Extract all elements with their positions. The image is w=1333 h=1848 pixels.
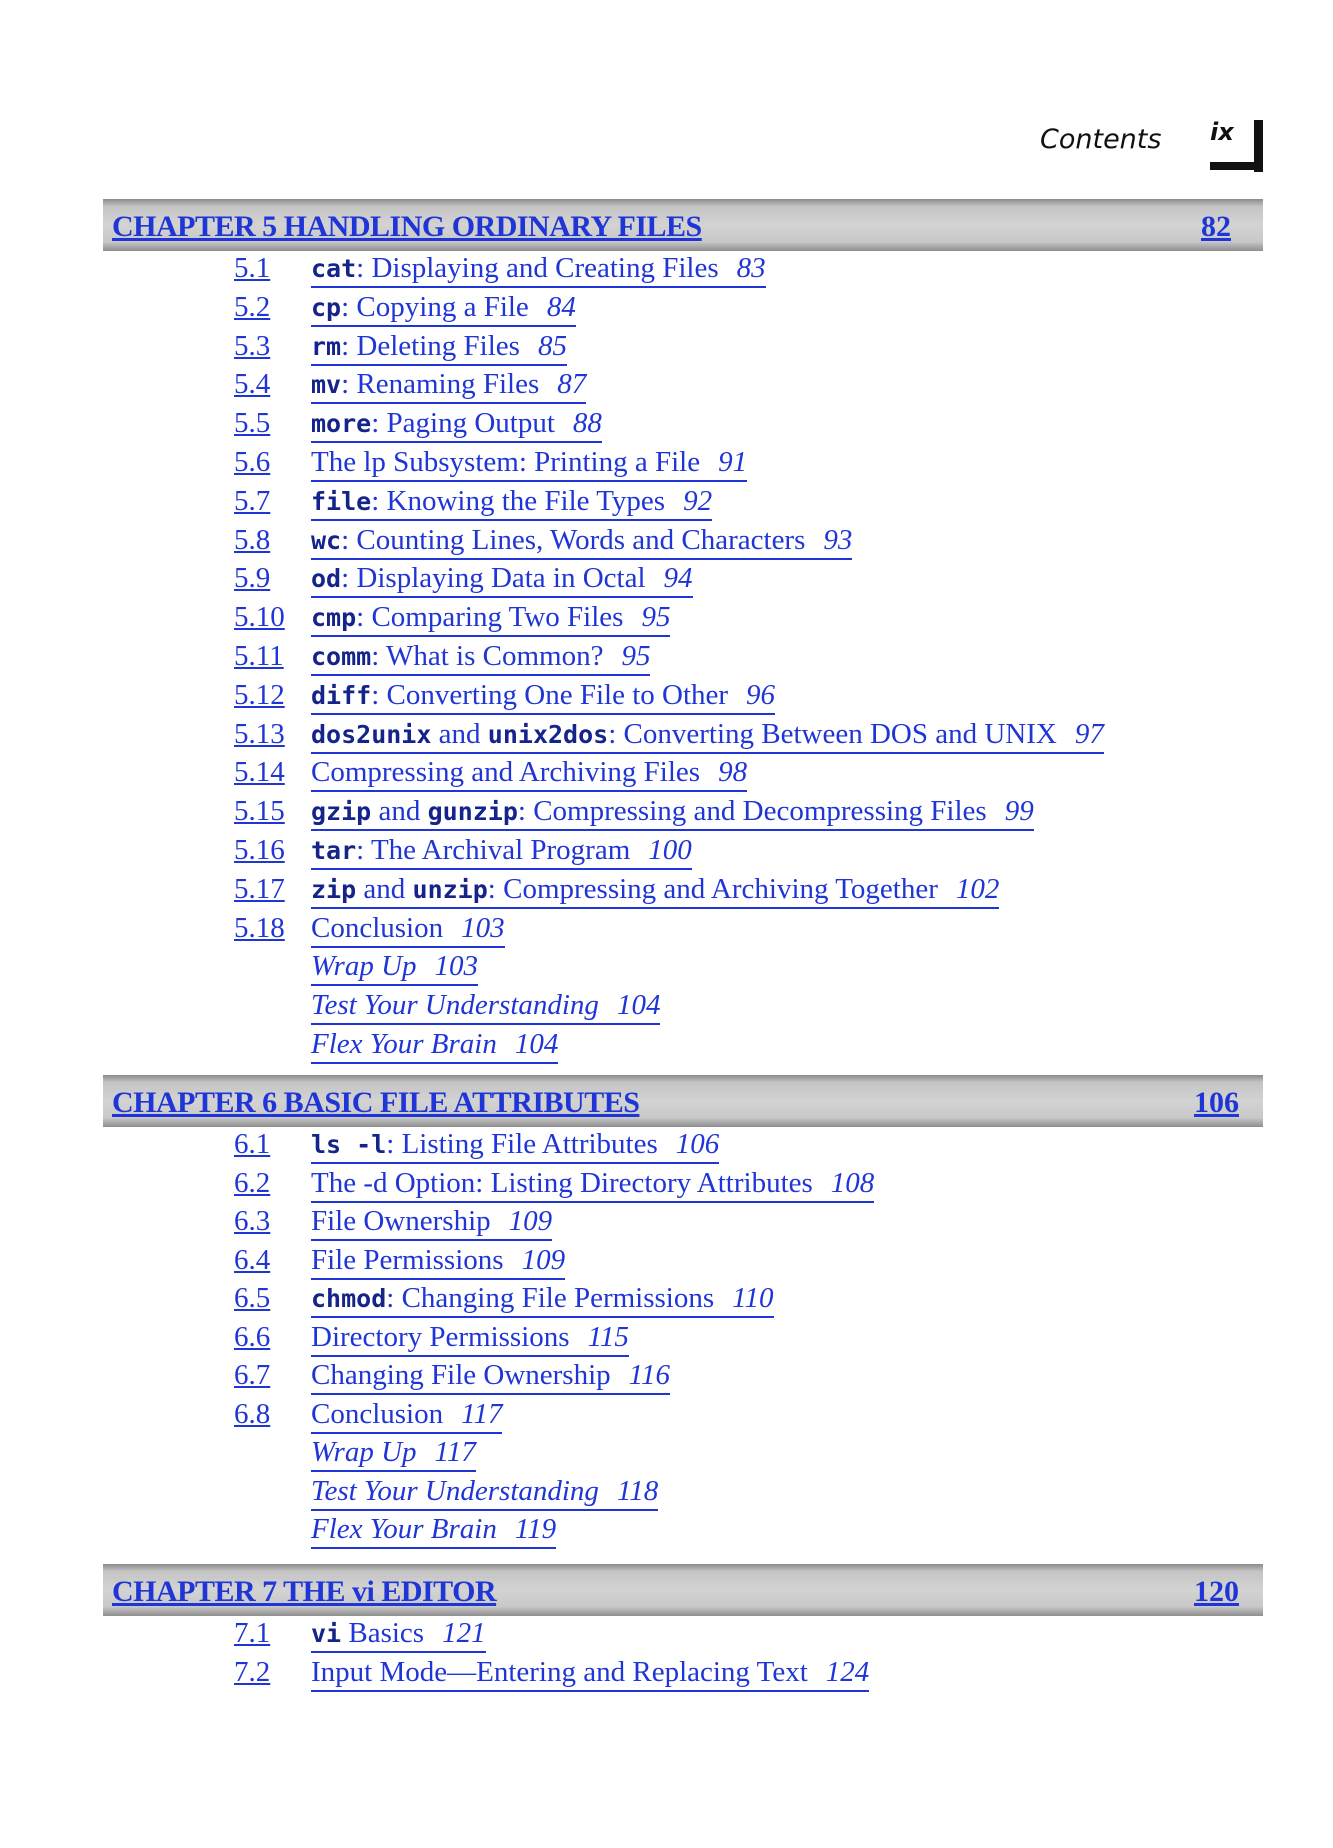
section-number[interactable]: 5.14 [234,756,285,788]
section-link[interactable] [311,795,1034,831]
command-name: dos2unix [311,720,432,749]
section-page-number: 108 [830,1167,875,1199]
section-title: : Converting One File to Other [371,679,729,711]
section-title: Wrap Up [311,950,417,982]
section-title: Wrap Up [311,1436,417,1468]
section-number[interactable]: 5.13 [234,718,285,750]
command-name: gzip [311,797,372,826]
section-link[interactable] [311,368,586,404]
section-number[interactable]: 5.3 [234,330,271,362]
chapter-6-heading[interactable] [103,1075,1263,1127]
chapter-title[interactable]: CHAPTER 7 THE vi EDITOR [112,1575,497,1608]
section-title: : Displaying and Creating Files [356,252,719,284]
folio-corner-rule [1210,162,1263,170]
section-title: : Converting Between DOS and UNIX [608,718,1057,750]
section-number[interactable]: 6.4 [234,1244,271,1276]
running-head: Contents [1040,124,1162,155]
section-title: : Comparing Two Files [356,601,624,633]
section-link[interactable] [311,1028,558,1064]
command-name: cmp [311,603,357,632]
section-number[interactable]: 5.17 [234,873,285,905]
section-title: The -d Option: Listing Directory Attributes [311,1167,813,1199]
section-title: : Deleting Files [341,330,520,362]
section-title: The lp Subsystem: Printing a File [311,446,701,478]
section-link[interactable] [311,1398,502,1434]
chapter-7-heading[interactable] [103,1564,1263,1616]
section-number[interactable]: 5.11 [234,640,284,672]
section-page-number: 95 [621,640,651,672]
section-page-number: 95 [641,601,671,633]
section-title: : Displaying Data in Octal [341,562,646,594]
section-page-number: 87 [557,368,587,400]
chapter-title[interactable]: CHAPTER 6 BASIC FILE ATTRIBUTES [112,1086,640,1119]
section-number[interactable]: 6.6 [234,1321,271,1353]
section-number[interactable]: 5.6 [234,446,271,478]
section-number[interactable]: 7.1 [234,1617,271,1649]
section-title: Changing File Ownership [311,1359,611,1391]
section-link[interactable] [311,330,567,366]
command-name: gunzip [427,797,518,826]
command-name: chmod [311,1284,387,1313]
section-number[interactable]: 5.5 [234,407,271,439]
section-title: : Compressing and Archiving Together [487,873,938,905]
section-link[interactable] [311,873,999,909]
section-link[interactable] [311,1205,552,1241]
section-number[interactable]: 6.7 [234,1359,271,1391]
section-number[interactable]: 6.8 [234,1398,271,1430]
command-name: zip [311,875,357,904]
section-number[interactable]: 5.9 [234,562,271,594]
section-page-number: 93 [823,524,853,556]
section-page-number: 117 [434,1436,476,1468]
section-number[interactable]: 5.8 [234,524,271,556]
section-link[interactable] [311,601,670,637]
section-number[interactable]: 7.2 [234,1656,271,1688]
section-title: : Listing File Attributes [386,1128,658,1160]
section-page-number: 119 [514,1513,557,1545]
section-page-number: 110 [732,1282,774,1314]
section-number[interactable]: 5.18 [234,912,285,944]
command-name: diff [311,681,372,710]
section-number[interactable]: 5.7 [234,485,271,517]
command-name: cp [311,293,342,322]
section-page-number: 92 [683,485,713,517]
section-link[interactable] [311,407,602,443]
connector-text: and [356,873,413,905]
section-link[interactable] [311,291,576,327]
command-name: unzip [412,875,488,904]
section-link[interactable] [311,1436,476,1472]
section-title: : The Archival Program [356,834,631,866]
chapter-title[interactable]: CHAPTER 5 HANDLING ORDINARY FILES [112,210,702,243]
section-link[interactable] [311,1475,658,1511]
command-name: unix2dos [487,720,609,749]
section-link[interactable] [311,1359,670,1395]
section-page-number: 109 [508,1205,553,1237]
section-page-number: 83 [736,252,766,284]
section-link[interactable] [311,834,692,870]
section-number[interactable]: 5.10 [234,601,285,633]
section-title: File Permissions [311,1244,504,1276]
connector-text: and [431,718,488,750]
section-number[interactable]: 5.15 [234,795,285,827]
section-page-number: 124 [825,1656,870,1688]
section-page-number: 117 [461,1398,503,1430]
section-title: Basics [341,1617,425,1649]
section-page-number: 106 [675,1128,720,1160]
section-title: : What is Common? [371,640,604,672]
section-link[interactable] [311,1321,629,1357]
connector-text: and [371,795,428,827]
section-link[interactable] [311,679,775,715]
section-page-number: 104 [616,989,661,1021]
section-link[interactable] [311,989,660,1025]
section-page-number: 97 [1074,718,1104,750]
command-name: comm [311,642,372,671]
section-page-number: 84 [546,291,576,323]
chapter-page-number[interactable]: 106 [1194,1086,1239,1119]
section-page-number: 102 [955,873,1000,905]
section-title: Flex Your Brain [311,1513,497,1545]
section-page-number: 98 [718,756,748,788]
section-link[interactable] [311,524,852,560]
command-name: vi [311,1619,342,1648]
section-title: : Counting Lines, Words and Characters [341,524,806,556]
section-link[interactable] [311,756,747,792]
section-link[interactable] [311,1282,774,1318]
section-title: Flex Your Brain [311,1028,497,1060]
section-number[interactable]: 5.16 [234,834,285,866]
section-title: File Ownership [311,1205,491,1237]
section-title: : Knowing the File Types [371,485,666,517]
section-page-number: 96 [746,679,776,711]
command-name: more [311,409,372,438]
section-page-number: 85 [537,330,567,362]
section-title: : Paging Output [371,407,555,439]
page-folio: ix [1210,118,1234,146]
section-page-number: 109 [521,1244,566,1276]
section-link[interactable] [311,950,478,986]
section-page-number: 115 [587,1321,629,1353]
section-link[interactable] [311,1167,874,1203]
command-name: ls -l [311,1130,387,1159]
section-title: : Copying a File [341,291,529,323]
section-title: : Compressing and Decompressing Files [517,795,987,827]
section-page-number: 99 [1004,795,1034,827]
section-link[interactable] [311,1244,565,1280]
section-title: Directory Permissions [311,1321,570,1353]
section-number[interactable]: 6.3 [234,1205,271,1237]
command-name: wc [311,526,342,555]
command-name: file [311,487,372,516]
section-title: : Changing File Permissions [386,1282,715,1314]
section-link[interactable] [311,485,712,521]
section-number[interactable]: 5.12 [234,679,285,711]
section-title: : Renaming Files [341,368,540,400]
section-page-number: 103 [461,912,505,944]
section-link[interactable] [311,562,693,598]
section-page-number: 121 [442,1617,486,1649]
section-page-number: 118 [616,1475,659,1507]
section-link[interactable] [311,640,650,676]
section-title: Compressing and Archiving Files [311,756,701,788]
section-number[interactable]: 6.1 [234,1128,271,1160]
section-page-number: 116 [628,1359,671,1391]
section-page-number: 103 [434,950,479,982]
chapter-page-number[interactable]: 120 [1194,1575,1239,1608]
section-link[interactable] [311,912,505,948]
section-page-number: 94 [663,562,693,594]
command-name: cat [311,254,357,283]
section-number[interactable]: 6.2 [234,1167,271,1199]
section-title: Conclusion [311,912,444,944]
command-name: tar [311,836,357,865]
section-title: Conclusion [311,1398,444,1430]
section-page-number: 91 [718,446,748,478]
chapter-5-heading[interactable] [103,199,1263,251]
section-link[interactable] [311,252,766,288]
chapter-page-number[interactable]: 82 [1201,210,1231,243]
section-number[interactable]: 5.2 [234,291,271,323]
section-number[interactable]: 5.4 [234,368,271,400]
section-link[interactable] [311,446,747,482]
section-title: Test Your Understanding [311,1475,599,1507]
command-name: rm [311,332,342,361]
section-link[interactable] [311,1513,556,1549]
section-page-number: 104 [514,1028,559,1060]
section-link[interactable] [311,1128,719,1164]
section-page-number: 88 [572,407,602,439]
section-number[interactable]: 5.1 [234,252,271,284]
section-title: Input Mode—Entering and Replacing Text [311,1656,808,1688]
section-number[interactable]: 6.5 [234,1282,271,1314]
section-page-number: 100 [648,834,692,866]
section-link[interactable] [311,1617,486,1653]
section-link[interactable] [311,1656,869,1692]
section-title: Test Your Understanding [311,989,599,1021]
section-link[interactable] [311,718,1104,754]
command-name: mv [311,370,342,399]
command-name: od [311,564,342,593]
